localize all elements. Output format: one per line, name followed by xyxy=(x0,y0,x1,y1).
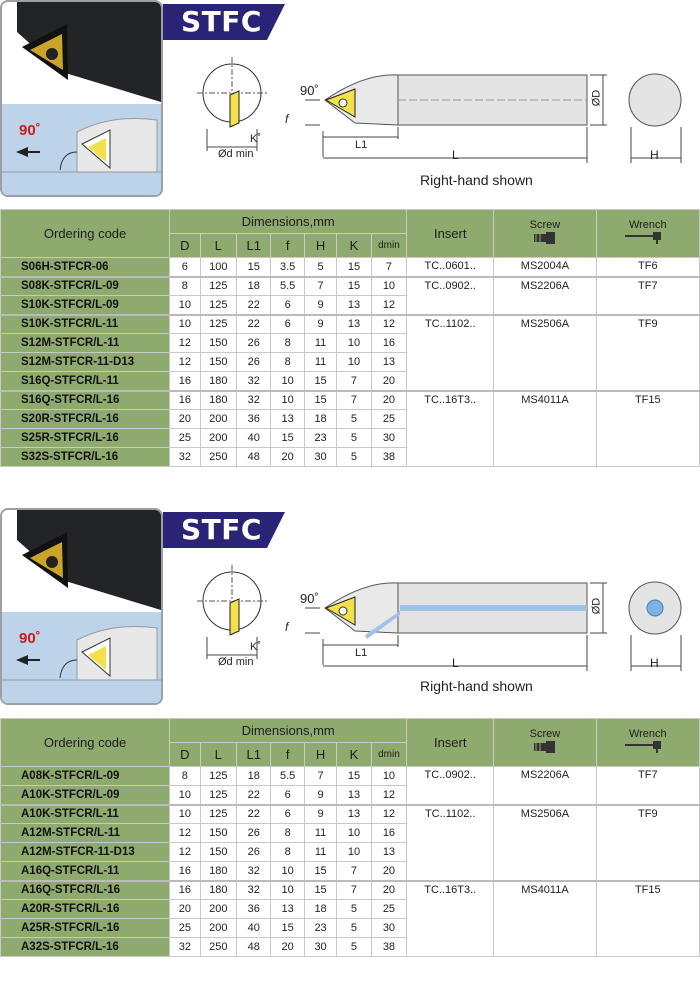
section-title: STFC xyxy=(181,5,262,38)
dimension-cell: 5 xyxy=(337,448,371,467)
dimension-cell: 125 xyxy=(200,786,236,805)
dimension-cell: 6 xyxy=(271,296,304,315)
ordering-code-cell: A12M-STFCR/L-11 xyxy=(1,824,170,843)
dimension-cell: 36 xyxy=(237,900,271,919)
header-dmin: dmin xyxy=(371,743,406,767)
drawing-angle-label: 90˚ xyxy=(300,591,319,606)
drawing-caption: Right-hand shown xyxy=(420,678,533,694)
dimension-cell: 12 xyxy=(170,824,200,843)
screw-icon xyxy=(532,231,558,245)
dimension-cell: 125 xyxy=(200,805,236,824)
dimension-cell: 26 xyxy=(237,353,271,372)
dimension-cell: 250 xyxy=(200,448,236,467)
header-L1: L1 xyxy=(237,743,271,767)
dimension-cell: 7 xyxy=(337,391,371,410)
table-body-1 xyxy=(1,258,700,467)
screw-cell: MS2506A xyxy=(494,805,596,881)
dimension-cell: 10 xyxy=(371,277,406,296)
insert-cell: TC..0902.. xyxy=(407,767,494,805)
dimension-cell: 38 xyxy=(371,448,406,467)
screw-cell: MS2206A xyxy=(494,277,596,315)
dimension-cell: 5 xyxy=(337,410,371,429)
dimension-cell: 6 xyxy=(271,805,304,824)
spec-table xyxy=(0,718,700,957)
wrench-cell: TF7 xyxy=(596,277,699,315)
dim-D: ØD xyxy=(590,597,603,615)
ordering-code-cell: A16Q-STFCR/L-16 xyxy=(1,881,170,900)
dim-D: ØD xyxy=(590,89,603,107)
dimension-cell: 32 xyxy=(237,391,271,410)
dim-L1: L1 xyxy=(355,647,368,659)
dimension-cell: 125 xyxy=(200,296,236,315)
dimension-cell: 125 xyxy=(200,315,236,334)
header-D: D xyxy=(170,234,200,258)
ordering-code-cell: S12M-STFCR/L-11 xyxy=(1,334,170,353)
wrench-cell: TF7 xyxy=(596,767,699,805)
dimension-cell: 8 xyxy=(271,843,304,862)
header-f: f xyxy=(271,234,304,258)
header-dmin: dmin xyxy=(371,234,406,258)
dimension-cell: 9 xyxy=(304,296,336,315)
dimension-cell: 22 xyxy=(237,805,271,824)
dimension-cell: 5 xyxy=(337,900,371,919)
dimension-cell: 180 xyxy=(200,862,236,881)
dimension-cell: 30 xyxy=(304,448,336,467)
dimension-cell: 16 xyxy=(170,862,200,881)
dimension-cell: 3.5 xyxy=(271,258,304,277)
wrench-cell: TF9 xyxy=(596,315,699,391)
ordering-code-cell: A08K-STFCR/L-09 xyxy=(1,767,170,786)
header-ordering-code: Ordering code xyxy=(1,719,170,767)
dimension-cell: 38 xyxy=(371,938,406,957)
dimension-cell: 16 xyxy=(371,334,406,353)
dimension-cell: 10 xyxy=(170,296,200,315)
dim-f: f xyxy=(285,112,289,126)
dimension-cell: 7 xyxy=(304,277,336,296)
screw-cell: MS2206A xyxy=(494,767,596,805)
dimension-cell: 9 xyxy=(304,315,336,334)
dimension-cell: 8 xyxy=(271,353,304,372)
dimension-cell: 12 xyxy=(170,843,200,862)
header-insert: Insert xyxy=(407,719,494,767)
dimension-cell: 18 xyxy=(237,767,271,786)
dimension-cell: 26 xyxy=(237,334,271,353)
dimension-cell: 15 xyxy=(337,277,371,296)
dimension-cell: 16 xyxy=(170,372,200,391)
dimension-cell: 12 xyxy=(371,786,406,805)
dimension-cell: 10 xyxy=(271,391,304,410)
ordering-code-cell: S10K-STFCR/L-09 xyxy=(1,296,170,315)
table-row xyxy=(1,258,700,277)
header-L: L xyxy=(200,234,236,258)
dimension-cell: 7 xyxy=(337,372,371,391)
ordering-code-cell: A20R-STFCR/L-16 xyxy=(1,900,170,919)
ordering-code-cell: A10K-STFCR/L-11 xyxy=(1,805,170,824)
wrench-cell: TF15 xyxy=(596,391,699,467)
dimension-cell: 11 xyxy=(304,824,336,843)
dimension-cell: 40 xyxy=(237,919,271,938)
dimension-cell: 10 xyxy=(271,881,304,900)
dimension-cell: 200 xyxy=(200,429,236,448)
dimension-cell: 7 xyxy=(371,258,406,277)
screw-cell: MS4011A xyxy=(494,391,596,467)
dimension-cell: 16 xyxy=(170,881,200,900)
dimension-cell: 11 xyxy=(304,353,336,372)
dim-dmin: Ød min xyxy=(218,656,254,668)
insert-cell: TC..0601.. xyxy=(407,258,494,277)
dimension-cell: 250 xyxy=(200,938,236,957)
dimension-cell: 16 xyxy=(170,391,200,410)
header-screw-label: Screw xyxy=(529,728,561,740)
tool-photo xyxy=(0,0,163,197)
dimension-cell: 22 xyxy=(237,786,271,805)
dimension-cell: 10 xyxy=(337,353,371,372)
dimension-cell: 26 xyxy=(237,824,271,843)
header-dimensions: Dimensions,mm xyxy=(170,210,407,234)
header-K: K xyxy=(337,743,371,767)
dimension-cell: 25 xyxy=(371,410,406,429)
header-L1: L1 xyxy=(237,234,271,258)
ordering-code-cell: S08K-STFCR/L-09 xyxy=(1,277,170,296)
dimension-cell: 11 xyxy=(304,334,336,353)
dimension-cell: 10 xyxy=(371,767,406,786)
dim-H: H xyxy=(650,656,659,670)
dimension-cell: 13 xyxy=(371,353,406,372)
dimension-cell: 36 xyxy=(237,410,271,429)
dimension-cell: 7 xyxy=(337,881,371,900)
dimension-cell: 7 xyxy=(304,767,336,786)
dimension-cell: 32 xyxy=(170,938,200,957)
dimension-cell: 20 xyxy=(371,391,406,410)
header-wrench-label: Wrench xyxy=(628,219,667,231)
dimension-cell: 10 xyxy=(337,334,371,353)
ordering-code-cell: S16Q-STFCR/L-16 xyxy=(1,391,170,410)
ordering-code-cell: S20R-STFCR/L-16 xyxy=(1,410,170,429)
header-D: D xyxy=(170,743,200,767)
photo-angle-label: 90˚ xyxy=(19,630,41,647)
dimension-cell: 13 xyxy=(271,900,304,919)
ordering-code-cell: A12M-STFCR-11-D13 xyxy=(1,843,170,862)
spec-table xyxy=(0,209,700,467)
header-wrench xyxy=(596,719,699,767)
dim-L: L xyxy=(452,656,459,670)
dim-K: K˚ xyxy=(250,641,261,653)
dimension-cell: 48 xyxy=(237,448,271,467)
dimension-cell: 25 xyxy=(371,900,406,919)
header-H: H xyxy=(304,743,336,767)
dimension-cell: 180 xyxy=(200,372,236,391)
dimension-cell: 5 xyxy=(337,429,371,448)
dimension-cell: 7 xyxy=(337,862,371,881)
dimension-cell: 8 xyxy=(271,824,304,843)
dimension-cell: 15 xyxy=(271,919,304,938)
dimension-cell: 15 xyxy=(271,429,304,448)
section-title: STFC xyxy=(181,513,262,546)
dimension-cell: 13 xyxy=(271,410,304,429)
dimension-cell: 15 xyxy=(304,372,336,391)
wrench-cell: TF15 xyxy=(596,881,699,957)
dim-H: H xyxy=(650,148,659,162)
dimension-cell: 5 xyxy=(337,919,371,938)
dimension-cell: 20 xyxy=(371,881,406,900)
insert-cell: TC..16T3.. xyxy=(407,391,494,467)
dimension-cell: 150 xyxy=(200,353,236,372)
dimension-cell: 12 xyxy=(371,315,406,334)
dimension-cell: 23 xyxy=(304,919,336,938)
ordering-code-cell: S32S-STFCR/L-16 xyxy=(1,448,170,467)
header-ordering-code: Ordering code xyxy=(1,210,170,258)
ordering-code-cell: S06H-STFCR-06 xyxy=(1,258,170,277)
dimension-cell: 10 xyxy=(170,786,200,805)
dimension-cell: 180 xyxy=(200,881,236,900)
dim-dmin: Ød min xyxy=(218,148,254,160)
ordering-code-cell: A16Q-STFCR/L-11 xyxy=(1,862,170,881)
dimension-cell: 125 xyxy=(200,277,236,296)
dimension-cell: 180 xyxy=(200,391,236,410)
dimension-cell: 15 xyxy=(237,258,271,277)
table-row xyxy=(1,391,700,410)
dimension-cell: 25 xyxy=(170,919,200,938)
dimension-cell: 200 xyxy=(200,410,236,429)
dimension-cell: 10 xyxy=(170,805,200,824)
header-wrench xyxy=(596,210,699,258)
dimension-cell: 6 xyxy=(271,315,304,334)
dimension-cell: 5 xyxy=(304,258,336,277)
dimension-cell: 8 xyxy=(170,767,200,786)
table-row xyxy=(1,767,700,786)
dimension-cell: 20 xyxy=(271,938,304,957)
dimension-cell: 10 xyxy=(337,824,371,843)
drawing-angle-label: 90˚ xyxy=(300,83,319,98)
dimension-cell: 100 xyxy=(200,258,236,277)
ordering-code-cell: A25R-STFCR/L-16 xyxy=(1,919,170,938)
header-screw-label: Screw xyxy=(529,219,561,231)
dim-L: L xyxy=(452,148,459,162)
dimension-cell: 40 xyxy=(237,429,271,448)
dimension-cell: 200 xyxy=(200,919,236,938)
ordering-code-cell: S12M-STFCR-11-D13 xyxy=(1,353,170,372)
insert-cell: TC..1102.. xyxy=(407,805,494,881)
dimension-cell: 15 xyxy=(304,391,336,410)
dimension-cell: 18 xyxy=(304,410,336,429)
screw-cell: MS2506A xyxy=(494,315,596,391)
dim-f: f xyxy=(285,620,289,634)
table-row xyxy=(1,315,700,334)
dimension-cell: 25 xyxy=(170,429,200,448)
screw-cell: MS2004A xyxy=(494,258,596,277)
dimension-cell: 15 xyxy=(337,258,371,277)
table-body-2 xyxy=(1,767,700,957)
dimension-cell: 12 xyxy=(371,805,406,824)
header-H: H xyxy=(304,234,336,258)
dimension-cell: 10 xyxy=(337,843,371,862)
dimension-cell: 48 xyxy=(237,938,271,957)
dimension-cell: 8 xyxy=(170,277,200,296)
dimension-cell: 200 xyxy=(200,900,236,919)
dimension-cell: 6 xyxy=(170,258,200,277)
dimension-cell: 6 xyxy=(271,786,304,805)
table-row xyxy=(1,805,700,824)
dimension-cell: 150 xyxy=(200,824,236,843)
table-row xyxy=(1,881,700,900)
dimension-cell: 15 xyxy=(337,767,371,786)
dimension-cell: 125 xyxy=(200,767,236,786)
dimension-cell: 32 xyxy=(237,881,271,900)
ordering-code-cell: S10K-STFCR/L-11 xyxy=(1,315,170,334)
dimension-cell: 32 xyxy=(170,448,200,467)
insert-cell: TC..16T3.. xyxy=(407,881,494,957)
header-wrench-label: Wrench xyxy=(628,728,667,740)
dimension-cell: 12 xyxy=(371,296,406,315)
header-screw xyxy=(494,719,596,767)
header-insert: Insert xyxy=(407,210,494,258)
wrench-icon xyxy=(623,740,673,754)
screw-cell: MS4011A xyxy=(494,881,596,957)
dimension-cell: 150 xyxy=(200,334,236,353)
dimension-cell: 13 xyxy=(337,315,371,334)
header-dimensions: Dimensions,mm xyxy=(170,719,407,743)
dim-K: K˚ xyxy=(250,133,261,145)
dimension-cell: 9 xyxy=(304,786,336,805)
dimension-cell: 30 xyxy=(304,938,336,957)
dim-L1: L1 xyxy=(355,139,368,151)
dimension-cell: 12 xyxy=(170,353,200,372)
dimension-cell: 10 xyxy=(271,372,304,391)
dimension-cell: 15 xyxy=(304,881,336,900)
dimension-cell: 20 xyxy=(371,862,406,881)
dimension-cell: 5 xyxy=(337,938,371,957)
header-f: f xyxy=(271,743,304,767)
dimension-cell: 26 xyxy=(237,843,271,862)
photo-angle-label: 90˚ xyxy=(19,122,41,139)
header-screw xyxy=(494,210,596,258)
dimension-cell: 16 xyxy=(371,824,406,843)
dimension-cell: 12 xyxy=(170,334,200,353)
dimension-cell: 13 xyxy=(371,843,406,862)
dimension-cell: 30 xyxy=(371,919,406,938)
insert-cell: TC..0902.. xyxy=(407,277,494,315)
dimension-cell: 10 xyxy=(271,862,304,881)
dimension-cell: 10 xyxy=(170,315,200,334)
header-L: L xyxy=(200,743,236,767)
dimension-cell: 22 xyxy=(237,315,271,334)
tool-photo xyxy=(0,508,163,705)
insert-cell: TC..1102.. xyxy=(407,315,494,391)
dimension-cell: 150 xyxy=(200,843,236,862)
dimension-cell: 23 xyxy=(304,429,336,448)
ordering-code-cell: S16Q-STFCR/L-11 xyxy=(1,372,170,391)
ordering-code-cell: A32S-STFCR/L-16 xyxy=(1,938,170,957)
ordering-code-cell: A10K-STFCR/L-09 xyxy=(1,786,170,805)
dimension-cell: 20 xyxy=(371,372,406,391)
dimension-cell: 13 xyxy=(337,296,371,315)
dimension-cell: 20 xyxy=(170,900,200,919)
dimension-cell: 13 xyxy=(337,805,371,824)
dimension-cell: 20 xyxy=(170,410,200,429)
dimension-cell: 13 xyxy=(337,786,371,805)
dimension-cell: 18 xyxy=(237,277,271,296)
wrench-cell: TF9 xyxy=(596,805,699,881)
dimension-cell: 30 xyxy=(371,429,406,448)
dimension-cell: 18 xyxy=(304,900,336,919)
table-row xyxy=(1,277,700,296)
dimension-cell: 8 xyxy=(271,334,304,353)
dimension-cell: 11 xyxy=(304,843,336,862)
drawing-caption: Right-hand shown xyxy=(420,172,533,188)
dimension-cell: 32 xyxy=(237,372,271,391)
dimension-cell: 9 xyxy=(304,805,336,824)
ordering-code-cell: S25R-STFCR/L-16 xyxy=(1,429,170,448)
dimension-cell: 32 xyxy=(237,862,271,881)
dimension-cell: 20 xyxy=(271,448,304,467)
dimension-cell: 22 xyxy=(237,296,271,315)
dimension-cell: 5.5 xyxy=(271,277,304,296)
wrench-cell: TF6 xyxy=(596,258,699,277)
dimension-cell: 15 xyxy=(304,862,336,881)
screw-icon xyxy=(532,740,558,754)
header-K: K xyxy=(337,234,371,258)
dimension-cell: 5.5 xyxy=(271,767,304,786)
wrench-icon xyxy=(623,231,673,245)
